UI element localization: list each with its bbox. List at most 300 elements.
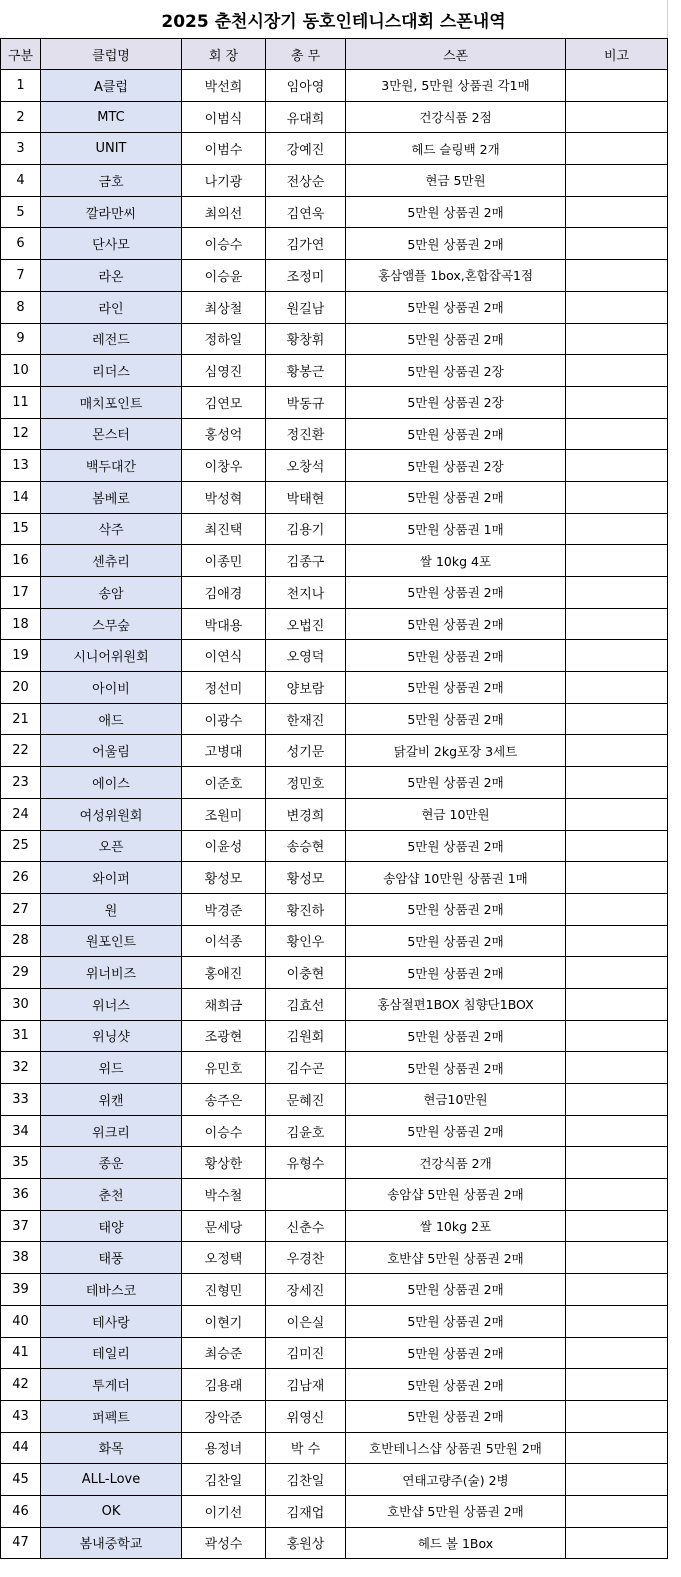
- president-cell: 김연모: [182, 386, 266, 418]
- row-number: 30: [1, 988, 41, 1020]
- row-number: 34: [1, 1115, 41, 1147]
- table-row: [1, 1527, 668, 1559]
- secretary-cell: 김원회: [266, 1020, 346, 1052]
- table-row: [1, 703, 668, 735]
- sponsor-cell: 5만원 상품권 2매: [346, 1020, 566, 1052]
- secretary-cell: 강예진: [266, 133, 346, 165]
- note-cell: [566, 291, 668, 323]
- secretary-cell: 김수곤: [266, 1052, 346, 1084]
- note-cell: [566, 1242, 668, 1274]
- secretary-cell: 김윤호: [266, 1115, 346, 1147]
- note-cell: [566, 957, 668, 989]
- sponsor-cell: 송암샵 5만원 상품권 2매: [346, 1179, 566, 1211]
- secretary-cell: 황창휘: [266, 323, 346, 355]
- secretary-cell: 양보람: [266, 672, 346, 704]
- president-cell: 정선미: [182, 672, 266, 704]
- row-number: 29: [1, 957, 41, 989]
- table-row: [1, 1464, 668, 1496]
- club-name-cell: 위너스: [41, 988, 182, 1020]
- sponsor-cell: 5만원 상품권 2매: [346, 291, 566, 323]
- president-cell: 채희금: [182, 988, 266, 1020]
- club-name-cell: 테바스코: [41, 1274, 182, 1306]
- president-cell: 이승윤: [182, 260, 266, 292]
- club-name-cell: 레전드: [41, 323, 182, 355]
- secretary-cell: 성기문: [266, 735, 346, 767]
- sponsor-cell: 5만원 상품권 2매: [346, 1400, 566, 1432]
- note-cell: [566, 1495, 668, 1527]
- table-row: [1, 1020, 668, 1052]
- row-number: 14: [1, 481, 41, 513]
- table-row: [1, 608, 668, 640]
- sponsor-cell: 5만원 상품권 2매: [346, 418, 566, 450]
- secretary-cell: 김용기: [266, 513, 346, 545]
- table-row: [1, 925, 668, 957]
- president-cell: 황상한: [182, 1147, 266, 1179]
- president-cell: 조원미: [182, 798, 266, 830]
- secretary-cell: 이은실: [266, 1305, 346, 1337]
- table-row: [1, 165, 668, 197]
- note-cell: [566, 481, 668, 513]
- note-cell: [566, 323, 668, 355]
- secretary-cell: 조정미: [266, 260, 346, 292]
- sponsor-cell: 헤드 슬링백 2개: [346, 133, 566, 165]
- row-number: 5: [1, 196, 41, 228]
- sponsor-cell: 5만원 상품권 2매: [346, 703, 566, 735]
- club-name-cell: 스무숲: [41, 608, 182, 640]
- club-name-cell: 라인: [41, 291, 182, 323]
- note-cell: [566, 1179, 668, 1211]
- sponsor-cell: 홍삼절편1BOX 침향단1BOX: [346, 988, 566, 1020]
- president-cell: 김애경: [182, 577, 266, 609]
- president-cell: 최진택: [182, 513, 266, 545]
- table-body: [1, 70, 668, 1559]
- president-cell: 이범수: [182, 133, 266, 165]
- secretary-cell: 박태현: [266, 481, 346, 513]
- club-name-cell: 시니어위원회: [41, 640, 182, 672]
- table-row: [1, 1179, 668, 1211]
- row-number: 19: [1, 640, 41, 672]
- president-cell: 이종민: [182, 545, 266, 577]
- header-president: 회 장: [182, 39, 266, 70]
- club-name-cell: 태풍: [41, 1242, 182, 1274]
- secretary-cell: 임아영: [266, 70, 346, 102]
- secretary-cell: 전상순: [266, 165, 346, 197]
- sponsor-cell: 현금 10만원: [346, 798, 566, 830]
- president-cell: 홍성억: [182, 418, 266, 450]
- header-note: 비고: [566, 39, 668, 70]
- club-name-cell: 에이스: [41, 767, 182, 799]
- club-name-cell: 어울림: [41, 735, 182, 767]
- club-name-cell: 삭주: [41, 513, 182, 545]
- club-name-cell: 퍼펙트: [41, 1400, 182, 1432]
- president-cell: 문세당: [182, 1210, 266, 1242]
- sponsor-cell: 5만원 상품권 2매: [346, 1369, 566, 1401]
- table-row: [1, 228, 668, 260]
- club-name-cell: 태양: [41, 1210, 182, 1242]
- secretary-cell: 오창석: [266, 450, 346, 482]
- president-cell: 최상철: [182, 291, 266, 323]
- note-cell: [566, 196, 668, 228]
- sponsor-cell: 5만원 상품권 2매: [346, 672, 566, 704]
- president-cell: 용정녀: [182, 1432, 266, 1464]
- secretary-cell: 황봉근: [266, 355, 346, 387]
- note-cell: [566, 450, 668, 482]
- row-number: 15: [1, 513, 41, 545]
- sponsor-cell: 건강식품 2개: [346, 1147, 566, 1179]
- header-row: [1, 39, 668, 70]
- president-cell: 박선희: [182, 70, 266, 102]
- table-row: [1, 1115, 668, 1147]
- president-cell: 김찬일: [182, 1464, 266, 1496]
- note-cell: [566, 133, 668, 165]
- secretary-cell: 한재진: [266, 703, 346, 735]
- club-name-cell: UNIT: [41, 133, 182, 165]
- note-cell: [566, 1274, 668, 1306]
- sponsor-cell: 홍삼앰플 1box,혼합잡곡1점: [346, 260, 566, 292]
- secretary-cell: 오법진: [266, 608, 346, 640]
- note-cell: [566, 70, 668, 102]
- note-cell: [566, 386, 668, 418]
- table-row: [1, 1369, 668, 1401]
- row-number: 47: [1, 1527, 41, 1559]
- row-number: 41: [1, 1337, 41, 1369]
- secretary-cell: 홍원상: [266, 1527, 346, 1559]
- secretary-cell: 신춘수: [266, 1210, 346, 1242]
- note-cell: [566, 862, 668, 894]
- table-row: [1, 1242, 668, 1274]
- table-row: [1, 450, 668, 482]
- president-cell: 김용래: [182, 1369, 266, 1401]
- table-row: [1, 1432, 668, 1464]
- row-number: 37: [1, 1210, 41, 1242]
- row-number: 1: [1, 70, 41, 102]
- row-number: 23: [1, 767, 41, 799]
- sponsor-cell: 5만원 상품권 2매: [346, 481, 566, 513]
- president-cell: 이승수: [182, 1115, 266, 1147]
- table-row: [1, 957, 668, 989]
- president-cell: 최의선: [182, 196, 266, 228]
- president-cell: 이석종: [182, 925, 266, 957]
- sponsor-cell: 5만원 상품권 2장: [346, 450, 566, 482]
- president-cell: 송주은: [182, 1084, 266, 1116]
- sponsor-cell: 5만원 상품권 2매: [346, 893, 566, 925]
- note-cell: [566, 608, 668, 640]
- table-row: [1, 1305, 668, 1337]
- sponsor-cell: 3만원, 5만원 상품권 각1매: [346, 70, 566, 102]
- president-cell: 박경준: [182, 893, 266, 925]
- sponsor-cell: 5만원 상품권 2매: [346, 1115, 566, 1147]
- president-cell: 고병대: [182, 735, 266, 767]
- table-row: [1, 988, 668, 1020]
- note-cell: [566, 988, 668, 1020]
- club-name-cell: 원포인트: [41, 925, 182, 957]
- sponsor-cell: 연태고량주(술) 2병: [346, 1464, 566, 1496]
- club-name-cell: 여성위원회: [41, 798, 182, 830]
- table-row: [1, 291, 668, 323]
- row-number: 11: [1, 386, 41, 418]
- table-row: [1, 798, 668, 830]
- club-name-cell: A클럽: [41, 70, 182, 102]
- sponsor-cell: 닭갈비 2kg포장 3세트: [346, 735, 566, 767]
- sponsor-cell: 5만원 상품권 2매: [346, 577, 566, 609]
- note-cell: [566, 798, 668, 830]
- secretary-cell: 김연욱: [266, 196, 346, 228]
- club-name-cell: 오픈: [41, 830, 182, 862]
- row-number: 6: [1, 228, 41, 260]
- club-name-cell: 테일리: [41, 1337, 182, 1369]
- row-number: 45: [1, 1464, 41, 1496]
- table-row: [1, 386, 668, 418]
- row-number: 39: [1, 1274, 41, 1306]
- president-cell: 이기선: [182, 1495, 266, 1527]
- table-row: [1, 133, 668, 165]
- president-cell: 이연식: [182, 640, 266, 672]
- president-cell: 곽성수: [182, 1527, 266, 1559]
- note-cell: [566, 165, 668, 197]
- club-name-cell: 애드: [41, 703, 182, 735]
- table-row: [1, 1495, 668, 1527]
- table-row: [1, 1147, 668, 1179]
- table-row: [1, 513, 668, 545]
- club-name-cell: MTC: [41, 101, 182, 133]
- table-row: [1, 70, 668, 102]
- secretary-cell: 우경찬: [266, 1242, 346, 1274]
- table-row: [1, 672, 668, 704]
- president-cell: 정하일: [182, 323, 266, 355]
- row-number: 25: [1, 830, 41, 862]
- sponsor-table: [0, 38, 668, 1559]
- club-name-cell: ALL-Love: [41, 1464, 182, 1496]
- table-row: [1, 1084, 668, 1116]
- president-cell: 이윤성: [182, 830, 266, 862]
- sponsor-cell: 건강식품 2점: [346, 101, 566, 133]
- president-cell: 오정택: [182, 1242, 266, 1274]
- sponsor-cell: 5만원 상품권 2매: [346, 1274, 566, 1306]
- club-name-cell: 위드: [41, 1052, 182, 1084]
- president-cell: 박수철: [182, 1179, 266, 1211]
- note-cell: [566, 1147, 668, 1179]
- secretary-cell: 황인우: [266, 925, 346, 957]
- table-row: [1, 767, 668, 799]
- row-number: 24: [1, 798, 41, 830]
- club-name-cell: OK: [41, 1495, 182, 1527]
- row-number: 8: [1, 291, 41, 323]
- sponsor-cell: 5만원 상품권 2매: [346, 1337, 566, 1369]
- sponsor-cell: 5만원 상품권 2매: [346, 925, 566, 957]
- note-cell: [566, 925, 668, 957]
- row-number: 16: [1, 545, 41, 577]
- president-cell: 이현기: [182, 1305, 266, 1337]
- president-cell: 나기광: [182, 165, 266, 197]
- club-name-cell: 춘천: [41, 1179, 182, 1211]
- header-club: 클럽명: [41, 39, 182, 70]
- president-cell: 이범식: [182, 101, 266, 133]
- secretary-cell: 위영신: [266, 1400, 346, 1432]
- president-cell: 최승준: [182, 1337, 266, 1369]
- note-cell: [566, 418, 668, 450]
- note-cell: [566, 893, 668, 925]
- club-name-cell: 봄내중학교: [41, 1527, 182, 1559]
- table-row: [1, 101, 668, 133]
- row-number: 7: [1, 260, 41, 292]
- table-row: [1, 577, 668, 609]
- secretary-cell: 문혜진: [266, 1084, 346, 1116]
- secretary-cell: 김재업: [266, 1495, 346, 1527]
- row-number: 42: [1, 1369, 41, 1401]
- president-cell: 유민호: [182, 1052, 266, 1084]
- row-number: 12: [1, 418, 41, 450]
- note-cell: [566, 672, 668, 704]
- secretary-cell: 천지나: [266, 577, 346, 609]
- row-number: 9: [1, 323, 41, 355]
- table-row: [1, 862, 668, 894]
- note-cell: [566, 1020, 668, 1052]
- row-number: 36: [1, 1179, 41, 1211]
- table-row: [1, 735, 668, 767]
- secretary-cell: 박 수: [266, 1432, 346, 1464]
- sponsor-cell: 5만원 상품권 2매: [346, 228, 566, 260]
- president-cell: 장악준: [182, 1400, 266, 1432]
- president-cell: 이준호: [182, 767, 266, 799]
- sponsor-cell: 5만원 상품권 1매: [346, 513, 566, 545]
- note-cell: [566, 355, 668, 387]
- note-cell: [566, 703, 668, 735]
- note-cell: [566, 1400, 668, 1432]
- sponsor-cell: 5만원 상품권 2장: [346, 386, 566, 418]
- table-row: [1, 1052, 668, 1084]
- club-name-cell: 위너비즈: [41, 957, 182, 989]
- secretary-cell: 오영덕: [266, 640, 346, 672]
- note-cell: [566, 545, 668, 577]
- sponsor-cell: 5만원 상품권 2매: [346, 1305, 566, 1337]
- table-row: [1, 1337, 668, 1369]
- note-cell: [566, 1115, 668, 1147]
- club-name-cell: 송암: [41, 577, 182, 609]
- secretary-cell: 장세진: [266, 1274, 346, 1306]
- note-cell: [566, 1464, 668, 1496]
- note-cell: [566, 640, 668, 672]
- row-number: 43: [1, 1400, 41, 1432]
- club-name-cell: 위크리: [41, 1115, 182, 1147]
- club-name-cell: 위캔: [41, 1084, 182, 1116]
- secretary-cell: 박동규: [266, 386, 346, 418]
- table-row: [1, 481, 668, 513]
- president-cell: 박성혁: [182, 481, 266, 513]
- club-name-cell: 몬스터: [41, 418, 182, 450]
- secretary-cell: 김찬일: [266, 1464, 346, 1496]
- sponsor-cell: 5만원 상품권 2매: [346, 957, 566, 989]
- row-number: 27: [1, 893, 41, 925]
- club-name-cell: 봄베로: [41, 481, 182, 513]
- secretary-cell: 김남재: [266, 1369, 346, 1401]
- sponsor-cell: 쌀 10kg 4포: [346, 545, 566, 577]
- note-cell: [566, 101, 668, 133]
- note-cell: [566, 1084, 668, 1116]
- table-row: [1, 1274, 668, 1306]
- note-cell: [566, 1052, 668, 1084]
- table-row: [1, 196, 668, 228]
- sponsor-cell: 쌀 10kg 2포: [346, 1210, 566, 1242]
- sponsor-cell: 현금 5만원: [346, 165, 566, 197]
- note-cell: [566, 577, 668, 609]
- secretary-cell: 김종구: [266, 545, 346, 577]
- president-cell: 심영진: [182, 355, 266, 387]
- president-cell: 진형민: [182, 1274, 266, 1306]
- header-sponsor: 스폰: [346, 39, 566, 70]
- note-cell: [566, 1210, 668, 1242]
- sponsor-cell: 5만원 상품권 2매: [346, 196, 566, 228]
- club-name-cell: 원: [41, 893, 182, 925]
- row-number: 18: [1, 608, 41, 640]
- page-title: 2025 춘천시장기 동호인테니스대회 스폰내역: [0, 0, 668, 38]
- note-cell: [566, 228, 668, 260]
- secretary-cell: 원길남: [266, 291, 346, 323]
- secretary-cell: 변경희: [266, 798, 346, 830]
- club-name-cell: 아이비: [41, 672, 182, 704]
- secretary-cell: 김가연: [266, 228, 346, 260]
- row-number: 21: [1, 703, 41, 735]
- table-row: [1, 830, 668, 862]
- sponsor-cell: 현금10만원: [346, 1084, 566, 1116]
- row-number: 13: [1, 450, 41, 482]
- note-cell: [566, 1337, 668, 1369]
- secretary-cell: 유형수: [266, 1147, 346, 1179]
- president-cell: 이승수: [182, 228, 266, 260]
- sponsor-cell: 5만원 상품권 2매: [346, 830, 566, 862]
- table-row: [1, 1210, 668, 1242]
- president-cell: 박대용: [182, 608, 266, 640]
- secretary-cell: 송승현: [266, 830, 346, 862]
- sponsor-cell: 5만원 상품권 2매: [346, 323, 566, 355]
- row-number: 40: [1, 1305, 41, 1337]
- header-secretary: 총 무: [266, 39, 346, 70]
- sponsor-cell: 5만원 상품권 2장: [346, 355, 566, 387]
- sponsor-cell: 송암샵 10만원 상품권 1매: [346, 862, 566, 894]
- president-cell: 황성모: [182, 862, 266, 894]
- row-number: 20: [1, 672, 41, 704]
- club-name-cell: 단사모: [41, 228, 182, 260]
- row-number: 33: [1, 1084, 41, 1116]
- table-row: [1, 355, 668, 387]
- club-name-cell: 투게더: [41, 1369, 182, 1401]
- row-number: 44: [1, 1432, 41, 1464]
- sponsor-cell: 호반샵 5만원 상품권 2매: [346, 1242, 566, 1274]
- secretary-cell: 김효선: [266, 988, 346, 1020]
- table-row: [1, 418, 668, 450]
- president-cell: 홍애진: [182, 957, 266, 989]
- secretary-cell: 황진하: [266, 893, 346, 925]
- note-cell: [566, 513, 668, 545]
- sponsor-cell: 호반샵 5만원 상품권 2매: [346, 1495, 566, 1527]
- secretary-cell: 정진환: [266, 418, 346, 450]
- row-number: 32: [1, 1052, 41, 1084]
- president-cell: 이창우: [182, 450, 266, 482]
- club-name-cell: 금호: [41, 165, 182, 197]
- sponsor-cell: 5만원 상품권 2매: [346, 640, 566, 672]
- note-cell: [566, 1527, 668, 1559]
- sponsor-cell: 헤드 볼 1Box: [346, 1527, 566, 1559]
- president-cell: 이광수: [182, 703, 266, 735]
- note-cell: [566, 1432, 668, 1464]
- club-name-cell: 와이퍼: [41, 862, 182, 894]
- note-cell: [566, 260, 668, 292]
- table-row: [1, 640, 668, 672]
- note-cell: [566, 767, 668, 799]
- secretary-cell: 이충현: [266, 957, 346, 989]
- row-number: 26: [1, 862, 41, 894]
- header-no: 구분: [1, 39, 41, 70]
- president-cell: 조광현: [182, 1020, 266, 1052]
